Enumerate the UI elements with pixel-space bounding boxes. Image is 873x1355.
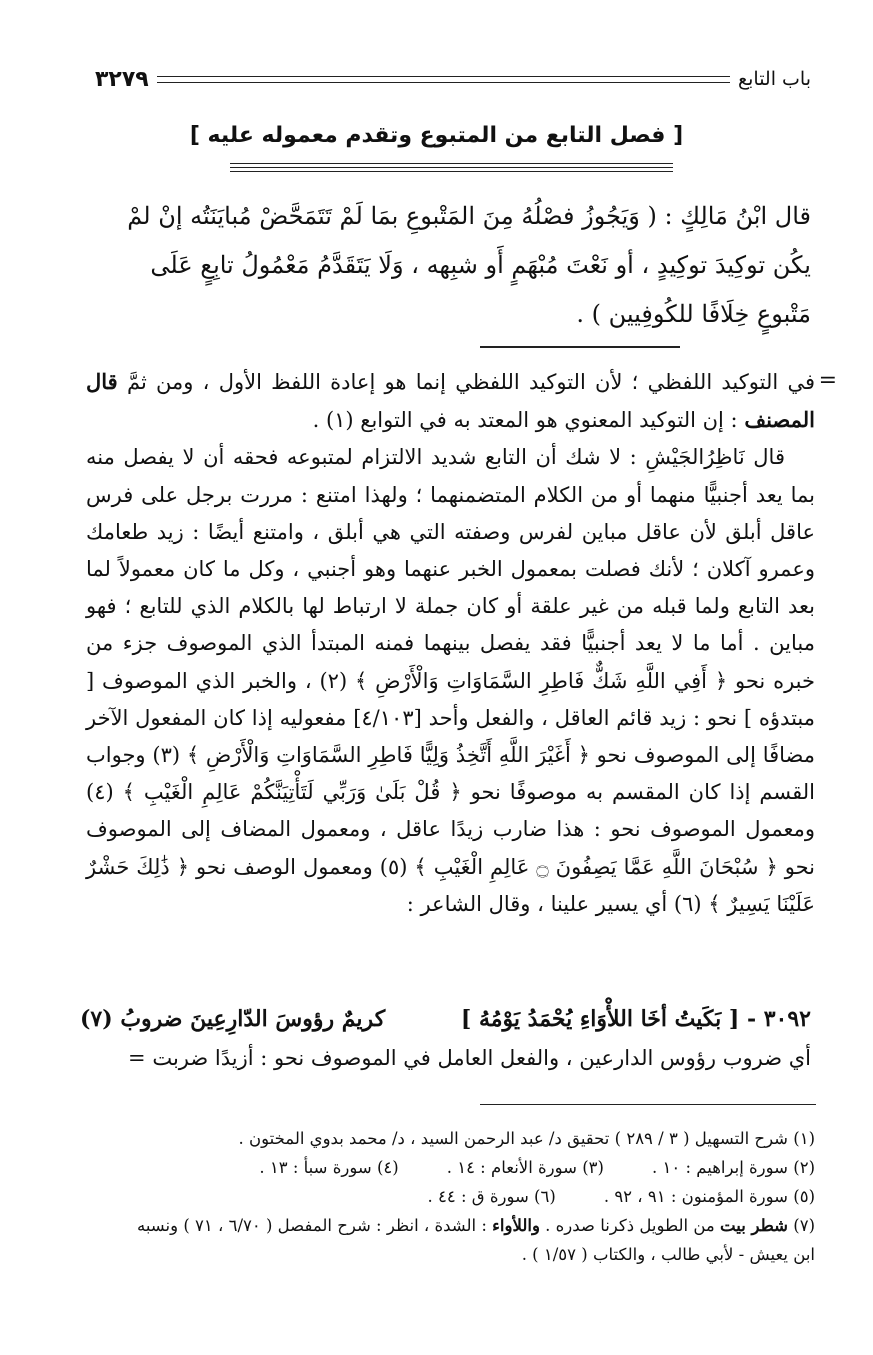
verse-first (461, 1006, 811, 1032)
footnote-4: (٤) سورة سبأ : ١٣ . (259, 1158, 399, 1177)
footnote-7-continued: ابن يعيش - لأبي طالب ، والكتاب ( ١/٥٧ ) . (521, 1245, 815, 1264)
paragraph-text: : إن التوكيد المعنوي هو المعتد به في التوابع (١) . (312, 408, 738, 433)
footnote-row (60, 1153, 815, 1182)
footnote-text: : الشدة ، انظر : شرح المفصل ( ٦/٧٠ ، ٧١ ) ونسبه (136, 1216, 487, 1235)
title-rule (230, 163, 673, 179)
footnote-1: (١) شرح التسهيل ( ٣ / ٢٨٩ ) تحقيق د/ عبد الرحمن السيد ، د/ محمد بدوي المختون . (238, 1129, 815, 1148)
paragraph-text: في التوكيد اللفظي ؛ لأن التوكيد اللفظي إنما هو إعادة اللفظ الأول ، ومن ثمَّ (126, 370, 815, 394)
matn-line: قال ابْنُ مَالِكٍ : ( وَيَجُوزُ فصْلُهُ مِنَ المَتْبوعِ بمَا لَمْ تَتَمَحَّضْ مُبايَنَتُه إنْ لمْ (127, 202, 811, 230)
after-verse-text: أي ضروب رؤوس الدارعين ، والفعل العامل في الموصوف نحو : أزيدًا ضربت = (128, 1046, 811, 1070)
footnotes (60, 1124, 815, 1269)
bold-term: واللأواء (492, 1216, 540, 1235)
commentary-body (86, 363, 815, 923)
bold-term: قال المصنف (86, 369, 815, 433)
verse-hemistich-1: [ بَكَيتُ أخَا اللأْوَاءِ يُحْمَدُ يَوْمُهُ ] (460, 1006, 740, 1032)
section-title: [ فصل التابع من المتبوع وتقدم معموله عليه ] (189, 123, 684, 148)
page-number: ٣٢٧٩ (95, 66, 149, 92)
footnote-rule (480, 1104, 816, 1105)
continuation-mark: = (818, 368, 837, 393)
footnote-text: من الطويل ذكرنا صدره . (545, 1216, 715, 1235)
paragraph-2: قال نَاظِرُالجَيْشِ : لا شك أن التابع شديد الالتزام لمتبوعه فحقه أن لا يفصل منه بما يعد أجنبيًّا منهما أو من الكلام المتضمنهما ؛ ولهذا امتنع : مررت برجل على فرس عاقل أبلق لأن عاقل مباين لفرس وصفته التي هي أبلق ، وامتنع أيضًا : زيد طعامك وعمرو آكلان ؛ لأنك فصلت بمعمول الخبر عنهما وهو أجنبي ، وكل ما كان معمولاً لما بعد التابع ولما قبله من غير علقة أو كان جملة لا ارتباط لها بالكلام الذي للتابع ؛ فهو مباين . أما ما لا يعد أجنبيًّا فقد يفصل بينهما فمنه المبتدأ الذي الموصوف جزء من خبره نحو ﴿ أَفِي اللَّهِ شَكٌّ فَاطِرِ السَّمَاوَاتِ وَالْأَرْضِ ﴾ (٢) ، والخبر الذي الموصوف [ مبتدؤه ] نحو : زيد قائم العاقل ، والفعل وأحد [٤/١٠٣] مفعوليه إذا كان المفعول الآخر مضافًا إلى الموصوف نحو ﴿ أَغَيْرَ اللَّهِ أَتَّخِذُ وَلِيًّا فَاطِرِ السَّمَاوَاتِ وَالْأَرْضِ ﴾ (٣) وجواب القسم إذا كان المقسم به موصوفًا نحو ﴿ قُلْ بَلَىٰ وَرَبِّي لَتَأْتِيَنَّكُمْ عَالِمِ الْغَيْبِ ﴾ (٤) ومعمول الموصوف نحو : هذا ضارب زيدًا عاقل ، ومعمول المضاف إلى الموصوف نحو ﴿ سُبْحَانَ اللَّهِ عَمَّا يَصِفُونَ ۝ عَالِمِ الْغَيْبِ ﴾ (٥) ومعمول الوصف نحو ﴿ ذَٰلِكَ حَشْرٌ عَلَيْنَا يَسِيرٌ ﴾ (٦) أي يسير علينا ، وقال الشاعر : (86, 445, 816, 916)
footnote-6: (٦) سورة ق : ٤٤ . (427, 1187, 556, 1206)
footnote-row (60, 1182, 815, 1211)
footnote-3: (٣) سورة الأنعام : ١٤ . (446, 1158, 604, 1177)
footnote-7 (60, 1211, 815, 1240)
bold-term: شطر بيت (720, 1216, 788, 1235)
paragraph-1 (86, 363, 815, 439)
footnote-5: (٥) سورة المؤمنون : ٩١ ، ٩٢ . (603, 1187, 815, 1206)
running-title: باب التابع (738, 68, 811, 90)
footnote-marker: (٧) (793, 1216, 815, 1235)
verse-hemistich-2: كريمٌ رؤوسَ الدّارِعِينَ ضروبُ (٧) (80, 1006, 386, 1032)
header-rule (157, 76, 730, 83)
matn-line: يكُن توكِيدَ توكِيدٍ ، أو نَعْتَ مُبْهَمٍ أَو شبِهه ، وَلَا يَتَقَدَّمُ مَعْمُولُ تابِعٍ عَلَى (150, 251, 811, 279)
verse (80, 1006, 811, 1032)
matn-rule (480, 346, 680, 348)
matn-line: مَتْبوعٍ خِلَافًا للكُوفِيين ) . (576, 300, 811, 328)
page-header (95, 62, 811, 96)
verse-number: ٣٠٩٢ - (746, 1006, 811, 1032)
matn-text (85, 192, 811, 339)
footnote-2: (٢) سورة إبراهيم : ١٠ . (651, 1158, 815, 1177)
